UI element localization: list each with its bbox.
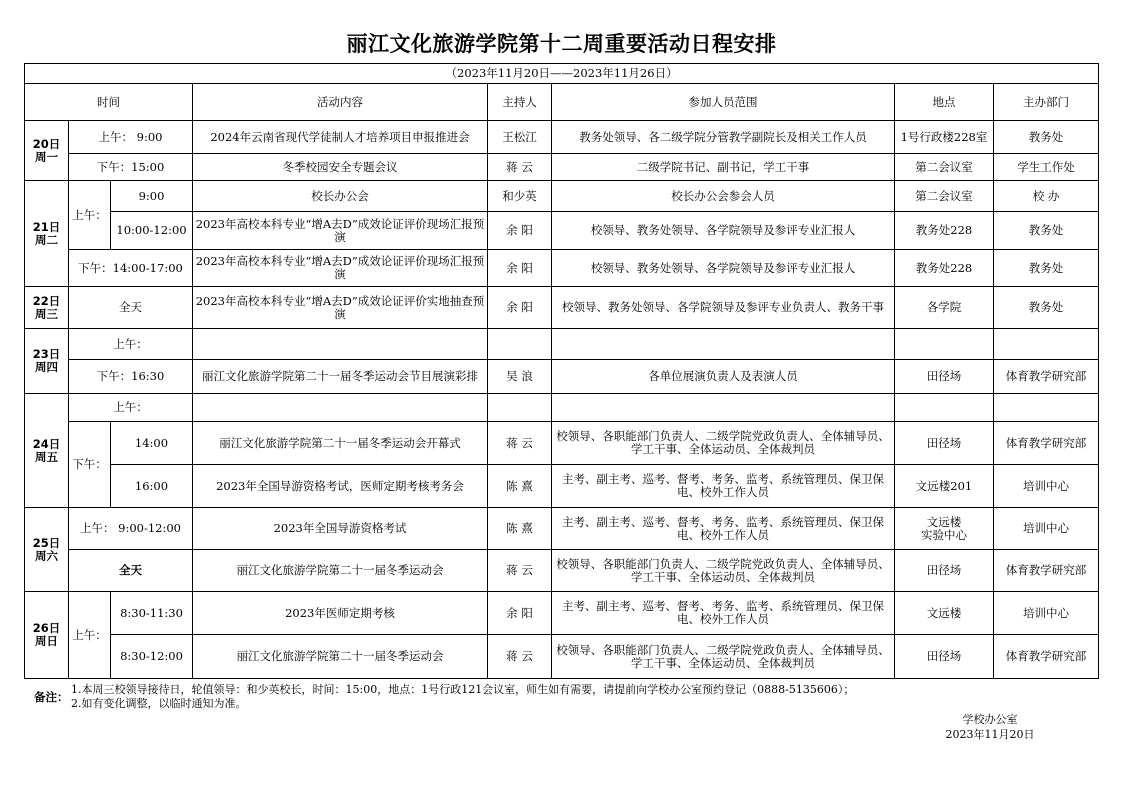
content-cell: 2023年全国导游资格考试 — [193, 508, 488, 550]
content-cell: 丽江文化旅游学院第二十一届冬季运动会节目展演彩排 — [193, 360, 488, 394]
department-cell — [994, 394, 1099, 422]
table-row — [25, 287, 1099, 329]
department-cell: 体育教学研究部 — [994, 550, 1099, 592]
am-label: 上午： — [69, 329, 193, 360]
time-cell: 10:00-12:00 — [111, 212, 193, 250]
issue-date: 2023年11月20日 — [945, 728, 1035, 741]
participants-cell: 校领导、各职能部门负责人、二级学院党政负责人、全体辅导员、学工干事、全体运动员、全体裁判员 — [552, 422, 895, 465]
pm-label: 下午： — [69, 422, 111, 508]
table-row — [25, 250, 1099, 287]
content-cell: 2023年全国导游资格考试，医师定期考核考务会 — [193, 465, 488, 508]
date-range: （2023年11月20日——2023年11月26日） — [25, 64, 1099, 84]
department-cell: 体育教学研究部 — [994, 635, 1099, 679]
header-host: 主持人 — [488, 84, 552, 121]
host-cell: 蒋 云 — [488, 154, 552, 181]
time-cell: 上午： 9:00-12:00 — [69, 508, 193, 550]
host-cell: 蒋 云 — [488, 422, 552, 465]
time-cell: 16:00 — [111, 465, 193, 508]
issuing-office: 学校办公室 — [962, 713, 1018, 726]
table-row — [25, 181, 1099, 212]
day-cell-sun: 26日 周日 — [25, 592, 69, 679]
participants-cell: 校领导、各职能部门负责人、二级学院党政负责人、全体辅导员、学工干事、全体运动员、全体裁判员 — [552, 550, 895, 592]
host-cell: 蒋 云 — [488, 550, 552, 592]
date-range-row — [25, 64, 1099, 84]
time-cell: 下午：14:00-17:00 — [69, 250, 193, 287]
table-row — [25, 329, 1099, 360]
location-cell: 第二会议室 — [895, 154, 994, 181]
host-cell: 王松江 — [488, 121, 552, 154]
header-location: 地点 — [895, 84, 994, 121]
content-cell: 丽江文化旅游学院第二十一届冬季运动会 — [193, 550, 488, 592]
location-cell: 田径场 — [895, 422, 994, 465]
table-row — [25, 592, 1099, 635]
time-cell: 9:00 — [111, 181, 193, 212]
day-cell-thu: 23日 周四 — [25, 329, 69, 394]
host-cell: 蒋 云 — [488, 635, 552, 679]
host-cell — [488, 329, 552, 360]
location-cell: 第二会议室 — [895, 181, 994, 212]
note-line-1: 1.本周三校领导接待日，轮值领导：和少英校长，时间：15:00，地点：1号行政121会议室，师生如有需要，请提前向学校办公室预约登记（0888-5135606）； — [71, 683, 855, 696]
time-cell: 下午：16:30 — [69, 360, 193, 394]
table-row — [25, 465, 1099, 508]
header-row — [25, 84, 1099, 121]
content-cell: 2023年高校本科专业“增A去D”成效论证评价现场汇报预演 — [193, 212, 488, 250]
table-row — [25, 212, 1099, 250]
table-row — [25, 360, 1099, 394]
participants-cell: 校领导、教务处领导、各学院领导及参评专业汇报人 — [552, 250, 895, 287]
content-cell: 冬季校园安全专题会议 — [193, 154, 488, 181]
participants-cell: 二级学院书记、副书记，学工干事 — [552, 154, 895, 181]
host-cell: 吴 浪 — [488, 360, 552, 394]
location-cell: 文远楼 实验中心 — [895, 508, 994, 550]
time-cell: 全天 — [69, 550, 193, 592]
table-row — [25, 154, 1099, 181]
content-cell: 校长办公会 — [193, 181, 488, 212]
content-cell — [193, 329, 488, 360]
location-cell: 1号行政楼228室 — [895, 121, 994, 154]
am-label: 上午： — [69, 394, 193, 422]
department-cell: 培训中心 — [994, 592, 1099, 635]
participants-cell: 校领导、各职能部门负责人、二级学院党政负责人、全体辅导员、学工干事、全体运动员、全体裁判员 — [552, 635, 895, 679]
table-row — [25, 121, 1099, 154]
time-cell: 上午： 9:00 — [69, 121, 193, 154]
location-cell: 田径场 — [895, 550, 994, 592]
location-cell: 各学院 — [895, 287, 994, 329]
location-cell: 教务处228 — [895, 250, 994, 287]
host-cell: 余 阳 — [488, 592, 552, 635]
header-participants: 参加人员范围 — [552, 84, 895, 121]
participants-cell — [552, 329, 895, 360]
participants-cell: 各单位展演负责人及表演人员 — [552, 360, 895, 394]
day-cell-sat: 25日 周六 — [25, 508, 69, 592]
am-label: 上午： — [69, 181, 111, 250]
department-cell: 教务处 — [994, 212, 1099, 250]
participants-cell: 校领导、教务处领导、各学院领导及参评专业负责人、教务干事 — [552, 287, 895, 329]
participants-cell — [552, 394, 895, 422]
signature — [940, 712, 1040, 742]
location-cell — [895, 394, 994, 422]
location-cell: 教务处228 — [895, 212, 994, 250]
participants-cell: 主考、副主考、巡考、督考、考务、监考、系统管理员、保卫保电、校外工作人员 — [552, 508, 895, 550]
day-cell-fri: 24日 周五 — [25, 394, 69, 508]
department-cell: 教务处 — [994, 250, 1099, 287]
content-cell: 2024年云南省现代学徒制人才培养项目申报推进会 — [193, 121, 488, 154]
host-cell: 余 阳 — [488, 212, 552, 250]
department-cell: 校 办 — [994, 181, 1099, 212]
location-cell: 文远楼201 — [895, 465, 994, 508]
host-cell: 余 阳 — [488, 287, 552, 329]
content-cell — [193, 394, 488, 422]
host-cell: 余 阳 — [488, 250, 552, 287]
host-cell: 陈 熹 — [488, 508, 552, 550]
table-row — [25, 635, 1099, 679]
schedule-table — [24, 63, 1099, 679]
content-cell: 丽江文化旅游学院第二十一届冬季运动会 — [193, 635, 488, 679]
participants-cell: 校领导、教务处领导、各学院领导及参评专业汇报人 — [552, 212, 895, 250]
department-cell: 教务处 — [994, 121, 1099, 154]
note-line-2: 2.如有变化调整，以临时通知为准。 — [71, 697, 247, 710]
content-cell: 丽江文化旅游学院第二十一届冬季运动会开幕式 — [193, 422, 488, 465]
time-cell: 14:00 — [111, 422, 193, 465]
header-time: 时间 — [25, 84, 193, 121]
time-cell: 8:30-11:30 — [111, 592, 193, 635]
department-cell: 体育教学研究部 — [994, 360, 1099, 394]
day-cell-tue: 21日 周二 — [25, 181, 69, 287]
participants-cell: 教务处领导、各二级学院分管教学副院长及相关工作人员 — [552, 121, 895, 154]
time-cell: 下午：15:00 — [69, 154, 193, 181]
table-row — [25, 508, 1099, 550]
department-cell: 培训中心 — [994, 465, 1099, 508]
participants-cell: 主考、副主考、巡考、督考、考务、监考、系统管理员、保卫保电、校外工作人员 — [552, 465, 895, 508]
day-cell-wed: 22日 周三 — [25, 287, 69, 329]
page-title: 丽江文化旅游学院第十二周重要活动日程安排 — [346, 32, 777, 56]
table-row — [25, 394, 1099, 422]
am-label: 上午： — [69, 592, 111, 679]
time-cell: 全天 — [69, 287, 193, 329]
table-row — [25, 550, 1099, 592]
host-cell: 和少英 — [488, 181, 552, 212]
location-cell — [895, 329, 994, 360]
table-row — [25, 422, 1099, 465]
department-cell: 学生工作处 — [994, 154, 1099, 181]
department-cell — [994, 329, 1099, 360]
department-cell: 教务处 — [994, 287, 1099, 329]
header-content: 活动内容 — [193, 84, 488, 121]
host-cell: 陈 熹 — [488, 465, 552, 508]
location-cell: 文远楼 — [895, 592, 994, 635]
header-department: 主办部门 — [994, 84, 1099, 121]
time-cell: 8:30-12:00 — [111, 635, 193, 679]
notes-label: 备注： — [34, 690, 69, 704]
day-cell-mon: 20日 周一 — [25, 121, 69, 181]
host-cell — [488, 394, 552, 422]
participants-cell: 校长办公会参会人员 — [552, 181, 895, 212]
content-cell: 2023年高校本科专业“增A去D”成效论证评价现场汇报预演 — [193, 250, 488, 287]
location-cell: 田径场 — [895, 360, 994, 394]
content-cell: 2023年高校本科专业“增A去D”成效论证评价实地抽查预演 — [193, 287, 488, 329]
participants-cell: 主考、副主考、巡考、督考、考务、监考、系统管理员、保卫保电、校外工作人员 — [552, 592, 895, 635]
department-cell: 培训中心 — [994, 508, 1099, 550]
location-cell: 田径场 — [895, 635, 994, 679]
department-cell: 体育教学研究部 — [994, 422, 1099, 465]
content-cell: 2023年医师定期考核 — [193, 592, 488, 635]
